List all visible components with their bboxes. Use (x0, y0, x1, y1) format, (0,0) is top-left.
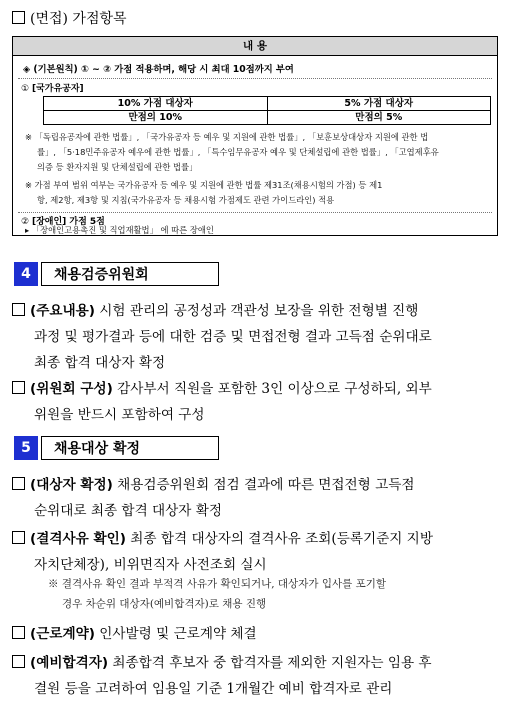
veteran-title: [국가유공자] (31, 84, 84, 94)
section-5-item-disqualification (12, 526, 500, 578)
section-5-item-contract (12, 621, 500, 647)
section-5-heading (14, 436, 219, 460)
veteran-subtitle (21, 81, 84, 94)
section-heading (12, 8, 127, 28)
item-text: 최종 합격 대상자의 결격사유 조회(등록기준지 지방 (125, 531, 433, 547)
item-text-cont: 최종 합격 대상자 확정 (34, 355, 166, 371)
section-5-item-reserve (12, 650, 500, 702)
item-text: 시험 관리의 공정성과 객관성 보장을 위한 전형별 진행 (94, 303, 419, 319)
item-text: 인사발령 및 근로계약 체결 (94, 626, 257, 642)
item-text: 최종합격 후보자 중 합격자를 제외한 지원자는 임용 후 (108, 655, 432, 671)
box-header: 내 용 (13, 37, 497, 56)
bonus-table (43, 96, 491, 125)
divider (18, 78, 492, 79)
item-text-cont: 자치단체장), 비위면직자 사전조회 실시 (34, 557, 267, 573)
note-line: ※ 가점 부여 범위 여부는 국가유공자 등 예우 및 지원에 관한 법률 제31조(채용시험의 가점) 등 제1 (25, 180, 383, 190)
item-text-cont: 위원을 반드시 포함하여 구성 (34, 407, 205, 423)
section-title: 채용대상 확정 (41, 436, 219, 460)
table-header-10: 10% 가점 대상자 (44, 97, 268, 111)
section-5-item-confirm (12, 472, 500, 524)
item-keyword: (예비합격자) (30, 655, 109, 671)
item-keyword: (결격사유 확인) (30, 531, 126, 547)
veteran-law-note (25, 130, 439, 175)
checkbox-icon (12, 381, 25, 394)
bonus-scope-note (25, 178, 382, 208)
checkbox-icon (12, 626, 25, 639)
item-keyword: (근로계약) (30, 626, 95, 642)
divider (18, 212, 492, 213)
section-number-badge: 5 (14, 436, 38, 460)
section-4-heading (14, 262, 219, 286)
note-line: 률」, 「5·18민주유공자 예우에 관한 법률」, 「특수임무유공자 예우 및 단체설립에 관한 법률」, 「고엽제후유 (37, 147, 439, 157)
checkbox-icon (12, 655, 25, 668)
note-line: 경우 차순위 대상자(예비합격자)로 채용 진행 (62, 598, 267, 610)
item-text-cont: 결원 등을 고려하여 임용일 기준 1개월간 예비 합격자로 관리 (34, 681, 393, 697)
veteran-number: ① (21, 84, 30, 94)
checkbox-icon (12, 303, 25, 316)
section-4-item-main (12, 298, 500, 376)
disabled-number: ② (21, 217, 30, 227)
checkbox-icon (12, 477, 25, 490)
item-text-cont: 순위대로 최종 합격 대상자 확정 (34, 503, 222, 519)
item-text-cont: 과정 및 평가결과 등에 대한 검증 및 면접전형 결과 고득점 순위대로 (34, 329, 432, 345)
item-keyword: (주요내용) (30, 303, 95, 319)
item-text: 감사부서 직원을 포함한 3인 이상으로 구성하되, 외부 (112, 381, 432, 397)
note-line: 의증 등 환자지원 및 단체설립에 관한 법률」 (37, 162, 198, 172)
section-4-item-committee (12, 376, 500, 428)
table-header-5: 5% 가점 대상자 (267, 97, 491, 111)
basic-principle: ◈ (기본원칙) ① ~ ② 가점 적용하며, 해당 시 최대 10점까지 부여 (23, 64, 294, 75)
disabled-note: ▸ 「장애인고용촉진 및 직업재활법」 에 따른 장애인 (25, 225, 214, 235)
item-keyword: (위원회 구성) (30, 381, 113, 397)
note-line: ※ 「독립유공자에 관한 법률」, 「국가유공자 등 예우 및 지원에 관한 법률」, 「보훈보상대상자 지원에 관한 법 (25, 132, 429, 142)
table-cell-10: 만점의 10% (44, 111, 268, 125)
item-text: 채용검증위원회 점검 결과에 따른 면접전형 고득점 (112, 477, 415, 493)
checkbox-icon (12, 11, 25, 24)
checkbox-icon (12, 531, 25, 544)
disabled-title: [장애인] 가점 5점 (31, 217, 105, 227)
note-line: 항, 제2항, 제3항 및 지침(국가유공자 등 채용시험 가점제도 관련 가이드라인) 적용 (37, 195, 335, 205)
item-keyword: (대상자 확정) (30, 477, 113, 493)
note-line: ※ 결격사유 확인 결과 부적격 사유가 확인되거나, 대상자가 입사를 포기할 (48, 578, 387, 590)
section-title: 채용검증위원회 (41, 262, 219, 286)
section-heading-label: (면접) 가점항목 (30, 11, 127, 27)
disqualification-note (48, 574, 386, 614)
section-number-badge: 4 (14, 262, 38, 286)
bonus-content-box (12, 36, 498, 236)
table-cell-5: 만점의 5% (267, 111, 491, 125)
